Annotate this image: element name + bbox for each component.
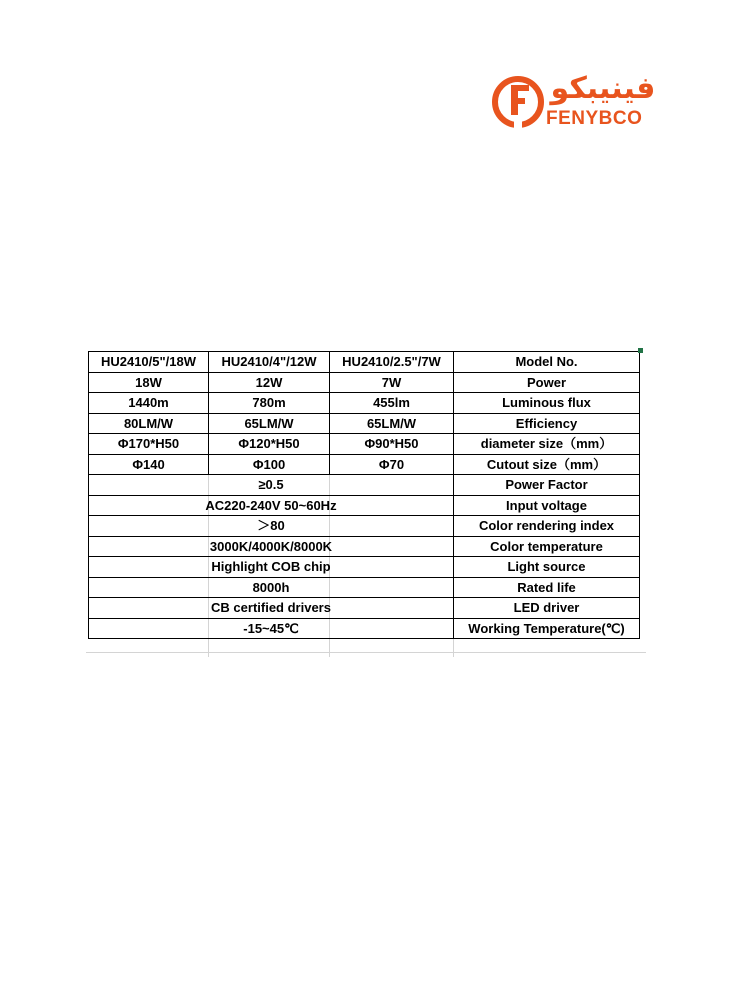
spec-value-cell: Φ70 [330,454,454,475]
spec-value-cell: 12W [209,372,330,393]
table-row [89,557,640,578]
spec-value-cell: 455lm [330,393,454,414]
table-row [89,393,640,414]
fenybco-logo-mark-icon [492,72,548,136]
table-row [89,516,640,537]
spec-shared-value-cell: CB certified drivers [89,598,454,619]
spec-value-cell: 80LM/W [89,413,209,434]
table-row [89,413,640,434]
spec-shared-value-cell: 8000h [89,577,454,598]
spec-shared-value-cell: -15~45℃ [89,618,454,639]
spec-value-cell: 65LM/W [330,413,454,434]
logo-arabic-text: فينيبكو [550,71,656,106]
spec-value-cell: 18W [89,372,209,393]
logo-brand-text: FENYBCO [546,108,643,129]
row-label-cell: Luminous flux [454,393,640,414]
table-row [89,372,640,393]
model-name-cell: HU2410/2.5"/7W [330,352,454,373]
table-row [89,536,640,557]
spec-value-cell: Φ170*H50 [89,434,209,455]
row-label-cell: diameter size（mm） [454,434,640,455]
spec-shared-value-cell: AC220-240V 50~60Hz [89,495,454,516]
spec-shared-value-cell: 3000K/4000K/8000K [89,536,454,557]
row-label-cell: Cutout size（mm） [454,454,640,475]
table-header-row [89,352,640,373]
fenybco-logo [492,72,672,136]
table-row [89,434,640,455]
spec-value-cell: Φ100 [209,454,330,475]
table-row [89,598,640,619]
spec-value-cell: Φ90*H50 [330,434,454,455]
row-label-cell: Color temperature [454,536,640,557]
spec-value-cell: 780m [209,393,330,414]
spec-value-cell: 7W [330,372,454,393]
spec-shared-value-cell: ≥0.5 [89,475,454,496]
model-name-cell: HU2410/4"/12W [209,352,330,373]
spec-value-cell: 65LM/W [209,413,330,434]
table-row [89,454,640,475]
spec-shared-value-cell: ＞80 [89,516,454,537]
spec-value-cell: Φ120*H50 [209,434,330,455]
table-row [89,577,640,598]
row-label-cell: LED driver [454,598,640,619]
row-label-cell: Power Factor [454,475,640,496]
spec-shared-value-cell: Highlight COB chip [89,557,454,578]
row-label-cell: Light source [454,557,640,578]
row-label-cell: Power [454,372,640,393]
spec-table [88,351,640,639]
row-label-cell: Model No. [454,352,640,373]
cell-fill-handle-icon [638,348,645,355]
table-row [89,618,640,639]
table-row [89,475,640,496]
spec-sheet [86,351,646,657]
table-row [89,495,640,516]
spec-value-cell: Φ140 [89,454,209,475]
spec-value-cell: 1440m [89,393,209,414]
model-name-cell: HU2410/5"/18W [89,352,209,373]
row-label-cell: Efficiency [454,413,640,434]
row-label-cell: Color rendering index [454,516,640,537]
row-label-cell: Input voltage [454,495,640,516]
row-label-cell: Rated life [454,577,640,598]
row-label-cell: Working Temperature(℃) [454,618,640,639]
